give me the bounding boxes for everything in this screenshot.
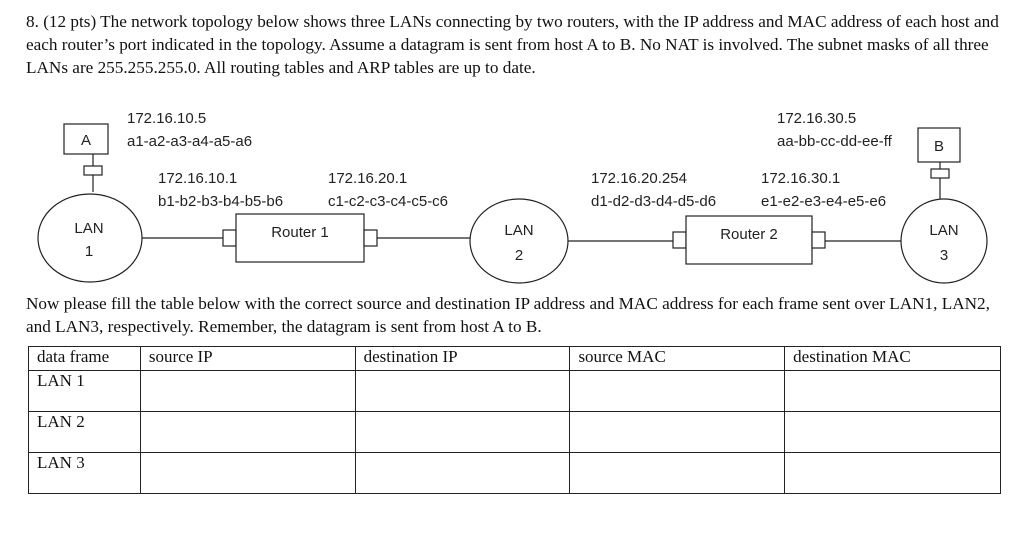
lan-1-label: LAN xyxy=(74,220,104,237)
router-1-left-mac: b1-b2-b3-b4-b5-b6 xyxy=(158,193,284,210)
lan-3-label: LAN xyxy=(929,222,959,239)
header-source-ip: source IP xyxy=(140,347,355,371)
host-a-nic xyxy=(84,166,102,175)
lan-3-ellipse xyxy=(901,199,987,283)
router-2-right-port xyxy=(812,232,825,248)
lan-2-label: LAN xyxy=(504,222,534,239)
host-a-mac: a1-a2-a3-a4-a5-a6 xyxy=(127,133,253,150)
lan-2-ellipse xyxy=(470,199,568,283)
table-row xyxy=(29,371,1001,412)
row-label-lan-3: LAN 3 xyxy=(29,453,141,494)
router-1-left-ip: 172.16.10.1 xyxy=(158,170,238,187)
host-b-mac: aa-bb-cc-dd-ee-ff xyxy=(777,133,892,150)
host-b-label: B xyxy=(933,138,945,155)
lan-3-source-mac-cell[interactable] xyxy=(570,453,785,494)
router-2-left-ip: 172.16.20.254 xyxy=(591,170,687,187)
router-1-right-mac: c1-c2-c3-c4-c5-c6 xyxy=(328,193,449,210)
question-text: 8. (12 pts) The network topology below shows three LANs connecting by two routers, with the IP address and MAC address of each host and each router’s port indicated in the topology. Assume a datagram is sent from host A to B. No NAT is involved. The subnet masks of all three LANs are 255.255.255.0. All routing tables and ARP tables are up to date. xyxy=(26,12,999,77)
header-destination-mac: destination MAC xyxy=(785,347,1001,371)
router-1-label: Router 1 xyxy=(271,224,329,241)
lan-2-source-ip-cell[interactable] xyxy=(140,412,355,453)
host-b-nic xyxy=(931,169,949,178)
lan-3-number: 3 xyxy=(939,247,949,264)
lan-1-number: 1 xyxy=(84,243,94,260)
lan-3-destination-mac-cell[interactable] xyxy=(785,453,1001,494)
router-1-right-ip: 172.16.20.1 xyxy=(328,170,408,187)
lan-1-source-ip-cell[interactable] xyxy=(140,371,355,412)
router-1-left-port xyxy=(223,230,236,246)
lan-3-destination-ip-cell[interactable] xyxy=(355,453,570,494)
row-label-lan-1: LAN 1 xyxy=(29,371,141,412)
router-2-right-ip: 172.16.30.1 xyxy=(761,170,841,187)
instruction-text: Now please fill the table below with the correct source and destination IP address and MAC address for each frame sent over LAN1, LAN2, and LAN3, respectively. Remember, the datagram is sent from host A to B. xyxy=(26,294,990,336)
lan-1-destination-ip-cell[interactable] xyxy=(355,371,570,412)
router-2-left-port xyxy=(673,232,686,248)
lan-2-destination-ip-cell[interactable] xyxy=(355,412,570,453)
router-1-right-port xyxy=(364,230,377,246)
lan-1-source-mac-cell[interactable] xyxy=(570,371,785,412)
table-row xyxy=(29,453,1001,494)
header-destination-ip: destination IP xyxy=(355,347,570,371)
lan-1-destination-mac-cell[interactable] xyxy=(785,371,1001,412)
lan-2-number: 2 xyxy=(514,247,524,264)
lan-1-ellipse xyxy=(38,194,142,282)
lan-3-source-ip-cell[interactable] xyxy=(140,453,355,494)
frame-address-table xyxy=(28,346,1001,494)
router-2-label: Router 2 xyxy=(720,226,778,243)
lan-2-source-mac-cell[interactable] xyxy=(570,412,785,453)
lan-2-destination-mac-cell[interactable] xyxy=(785,412,1001,453)
table-row xyxy=(29,412,1001,453)
header-data-frame: data frame xyxy=(29,347,141,371)
host-a-label: A xyxy=(80,132,92,149)
table-header-row xyxy=(29,347,1001,371)
router-2-right-mac: e1-e2-e3-e4-e5-e6 xyxy=(761,193,887,210)
row-label-lan-2: LAN 2 xyxy=(29,412,141,453)
network-topology-diagram xyxy=(0,100,1024,290)
header-source-mac: source MAC xyxy=(570,347,785,371)
host-b-ip: 172.16.30.5 xyxy=(777,110,857,127)
router-2-left-mac: d1-d2-d3-d4-d5-d6 xyxy=(591,193,717,210)
host-a-ip: 172.16.10.5 xyxy=(127,110,207,127)
